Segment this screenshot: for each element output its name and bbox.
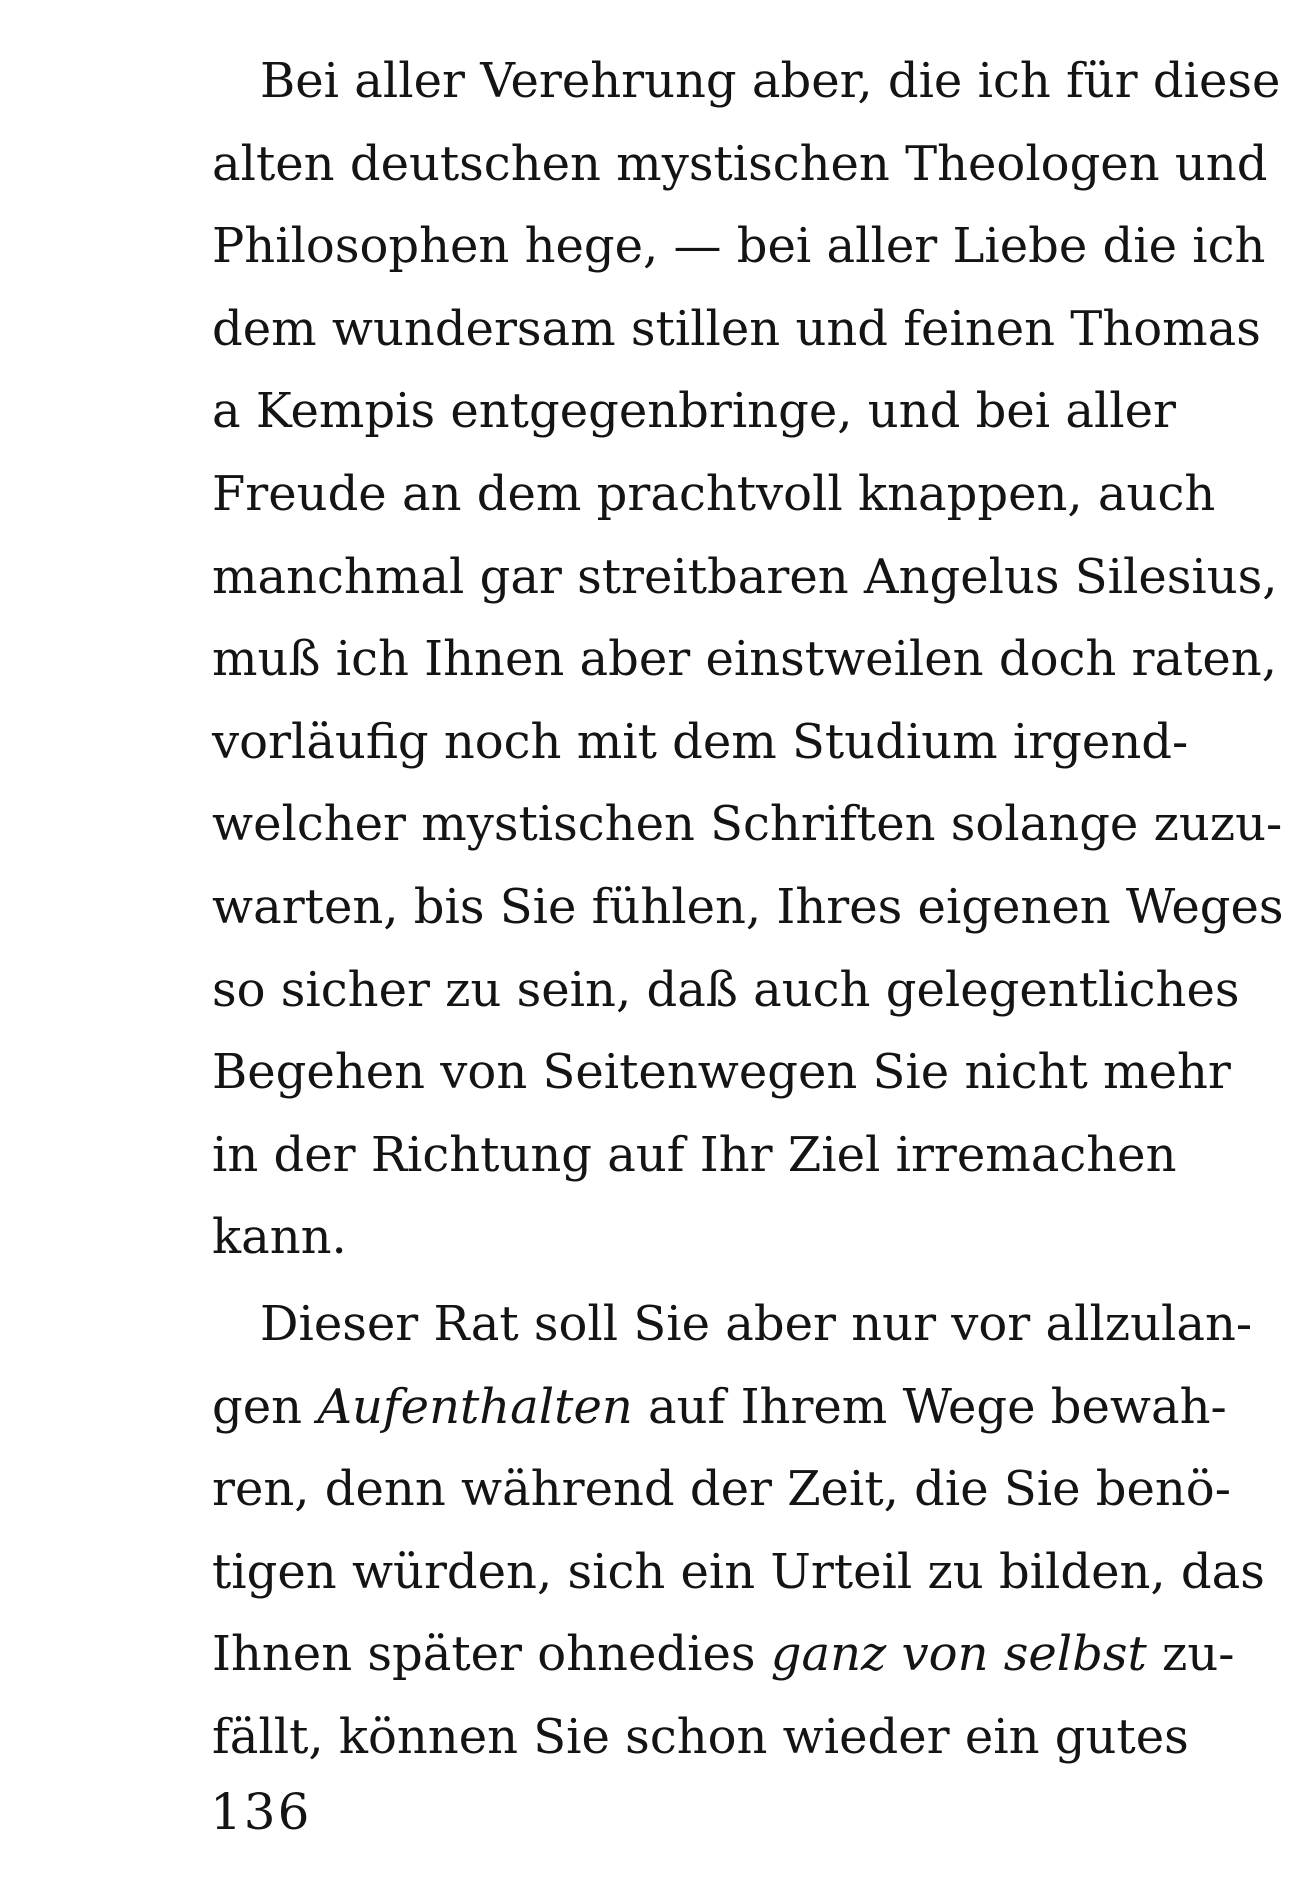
emphasis-text: ganz von selbst [770, 1626, 1147, 1683]
body-text [212, 40, 1284, 1778]
text-line: Dieser Rat soll Sie aber nur vor allzulan- [260, 1295, 1253, 1352]
text-line: welcher mystischen Schriften solange zuzu- [212, 796, 1283, 853]
text-line: vorläufig noch mit dem Studium irgend- [212, 713, 1189, 770]
text-run: zu- [1146, 1626, 1235, 1683]
text-line [212, 1613, 1235, 1696]
text-line: so sicher zu sein, daß auch gelegentliches [212, 961, 1240, 1018]
text-run: Ihnen später ohnedies [212, 1626, 771, 1683]
text-line: in der Richtung auf Ihr Ziel irremachen [212, 1126, 1177, 1183]
text-line: Freude an dem prachtvoll knappen, auch [212, 465, 1216, 522]
text-line: warten, bis Sie fühlen, Ihres eigenen Weges [212, 878, 1284, 935]
text-line: kann. [212, 1209, 347, 1266]
text-run: auf Ihrem Wege bewah- [632, 1378, 1227, 1435]
text-run: gen [212, 1378, 318, 1435]
text-line: dem wundersam stillen und feinen Thomas [212, 300, 1261, 357]
text-line: muß ich Ihnen aber einstweilen doch raten, [212, 631, 1277, 688]
emphasis-text: Aufenthalten [317, 1378, 633, 1435]
text-line: alten deutschen mystischen Theologen und [212, 135, 1268, 192]
text-line: tigen würden, sich ein Urteil zu bilden, das [212, 1543, 1265, 1600]
page-number: 136 [210, 1783, 312, 1841]
text-line: fällt, können Sie schon wieder ein gutes [212, 1708, 1189, 1765]
text-line: Bei aller Verehrung aber, die ich für diese [260, 53, 1281, 109]
text-line: manchmal gar streitbaren Angelus Silesius, [212, 548, 1278, 605]
text-line [212, 1366, 1227, 1449]
text-line: Philosophen hege, — bei aller Liebe die ich [212, 218, 1266, 275]
text-line: a Kempis entgegenbringe, und bei aller [212, 383, 1176, 440]
text-line: Begehen von Seitenwegen Sie nicht mehr [212, 1044, 1231, 1101]
text-line: ren, denn während der Zeit, die Sie benö- [212, 1461, 1231, 1518]
